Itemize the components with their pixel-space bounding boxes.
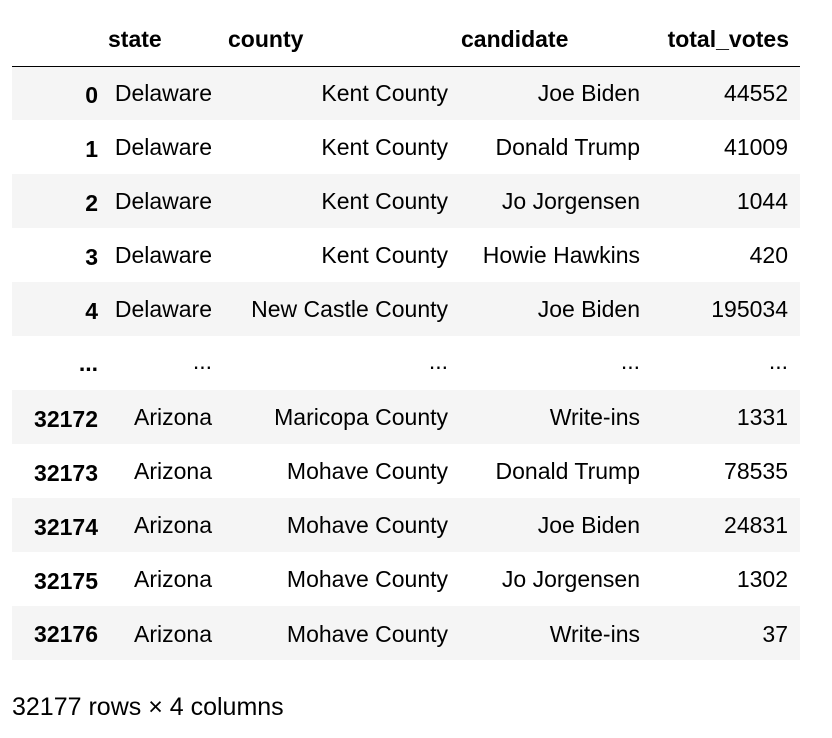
cell-county: Mohave County: [286, 457, 448, 484]
cell-total-votes: ...: [768, 347, 788, 374]
cell-county: New Castle County: [251, 295, 448, 322]
cell-county: Kent County: [321, 187, 448, 214]
cell-candidate: Jo Jorgensen: [501, 565, 640, 592]
column-header-county: county: [226, 13, 459, 66]
table-row: [12, 552, 800, 606]
column-header-state: state: [106, 13, 226, 66]
table-row: [12, 228, 800, 282]
row-index: 1: [85, 135, 98, 162]
cell-total-votes: 420: [749, 241, 788, 268]
cell-state: Arizona: [134, 620, 212, 647]
cell-state: Arizona: [134, 511, 212, 538]
cell-county: Kent County: [321, 79, 448, 106]
cell-state: Delaware: [114, 241, 212, 268]
cell-total-votes: 1302: [736, 565, 788, 592]
cell-candidate: Donald Trump: [495, 133, 640, 160]
cell-total-votes: 41009: [724, 133, 788, 160]
table-row: [12, 606, 800, 660]
header-row: [12, 13, 800, 66]
cell-state: Delaware: [114, 295, 212, 322]
row-index: 0: [85, 81, 98, 108]
cell-state: Delaware: [114, 187, 212, 214]
cell-county: Mohave County: [286, 620, 448, 647]
cell-county: Maricopa County: [274, 403, 448, 430]
ellipsis-row: [12, 336, 800, 390]
table-row: [12, 66, 800, 120]
table-row: [12, 444, 800, 498]
table-row: [12, 282, 800, 336]
cell-state: Arizona: [134, 403, 212, 430]
cell-candidate: Howie Hawkins: [482, 241, 640, 268]
cell-state: Delaware: [114, 133, 212, 160]
cell-state: Arizona: [134, 457, 212, 484]
cell-candidate: Joe Biden: [537, 295, 640, 322]
dataframe-table: [12, 13, 800, 660]
cell-county: Kent County: [321, 241, 448, 268]
cell-state: Delaware: [114, 79, 212, 106]
table-row: [12, 120, 800, 174]
row-index: 4: [85, 297, 98, 324]
cell-candidate: Write-ins: [549, 403, 640, 430]
table-row: [12, 390, 800, 444]
cell-state: ...: [192, 347, 212, 374]
row-index: 32174: [34, 513, 98, 540]
cell-total-votes: 37: [762, 620, 788, 647]
dataframe-output: [12, 13, 800, 660]
cell-candidate: Jo Jorgensen: [501, 187, 640, 214]
cell-county: Kent County: [321, 133, 448, 160]
cell-candidate: Joe Biden: [537, 79, 640, 106]
row-index: 32175: [34, 567, 98, 594]
cell-county: Mohave County: [286, 565, 448, 592]
cell-county: ...: [428, 347, 448, 374]
row-index: 2: [85, 189, 98, 216]
cell-state: Arizona: [134, 565, 212, 592]
cell-total-votes: 44552: [724, 79, 788, 106]
column-header-total-votes: total_votes: [651, 13, 800, 66]
table-row: [12, 174, 800, 228]
table-row: [12, 498, 800, 552]
dataframe-shape-summary: 32177 rows × 4 columns: [12, 693, 284, 721]
row-index: 32173: [34, 459, 98, 486]
cell-county: Mohave County: [286, 511, 448, 538]
cell-candidate: ...: [620, 347, 640, 374]
row-index: 32172: [34, 405, 98, 432]
cell-total-votes: 195034: [711, 295, 788, 322]
row-index: 32176: [34, 620, 98, 647]
row-index: 3: [85, 243, 98, 270]
cell-total-votes: 24831: [724, 511, 788, 538]
cell-candidate: Joe Biden: [537, 511, 640, 538]
column-header-candidate: candidate: [459, 13, 651, 66]
row-index: ...: [78, 349, 98, 376]
column-header-index: [12, 13, 106, 66]
cell-candidate: Write-ins: [549, 620, 640, 647]
cell-total-votes: 78535: [724, 457, 788, 484]
cell-total-votes: 1331: [736, 403, 788, 430]
cell-candidate: Donald Trump: [495, 457, 640, 484]
cell-total-votes: 1044: [736, 187, 788, 214]
